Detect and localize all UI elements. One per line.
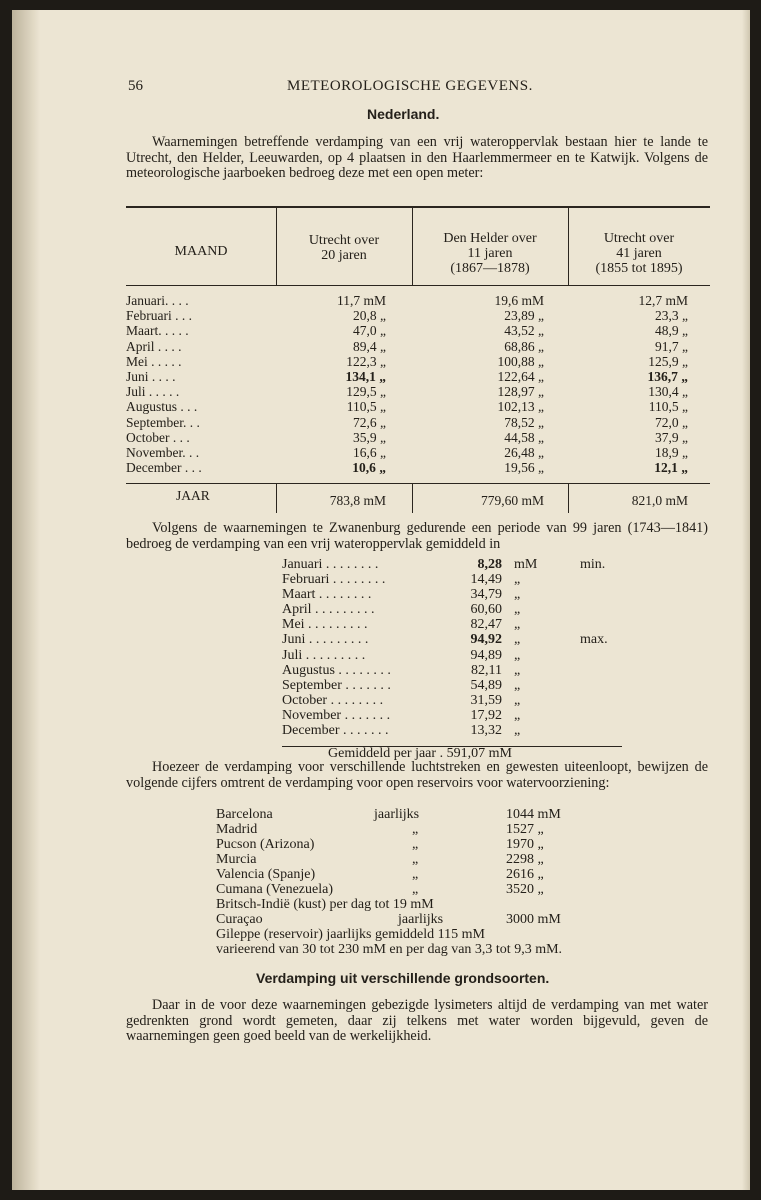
table-top-rule	[126, 206, 710, 208]
value-cell: 12,7 mM	[638, 293, 688, 308]
value-cell: 130,4 „	[648, 384, 688, 400]
list-note: min.	[580, 557, 606, 572]
reservoir-row	[216, 867, 676, 882]
value-cell: 43,52 „	[504, 323, 544, 339]
header-maand: MAAND	[174, 244, 228, 259]
list-month: November . . . . . . .	[282, 707, 391, 723]
list-unit: „	[514, 617, 521, 633]
value-cell: 23,89 „	[504, 308, 544, 324]
page-gutter	[12, 10, 40, 1190]
utrecht-20-values	[296, 293, 386, 475]
list-value: 82,11	[471, 662, 502, 678]
reservoir-row	[216, 807, 676, 822]
header-line: 41 jaren	[616, 246, 662, 261]
reservoir-period: „	[412, 852, 419, 867]
value-cell: 47,0 „	[353, 323, 386, 339]
list-value: 94,92	[470, 632, 502, 648]
value-cell: 16,6 „	[353, 444, 386, 460]
header-line: Utrecht over	[603, 231, 675, 246]
month-label: Mei . . . . .	[126, 353, 182, 369]
value-cell: 122,64 „	[497, 368, 544, 384]
header-line: (1855 tot 1895)	[595, 261, 683, 276]
list-value: 13,32	[470, 723, 502, 739]
list-month: Januari . . . . . . . .	[282, 557, 379, 572]
list-unit: „	[514, 602, 521, 618]
list-month: Maart . . . . . . . .	[282, 587, 372, 603]
month-label: November. . .	[126, 444, 200, 460]
total-utrecht-41: 821,0 mM	[631, 493, 688, 508]
zwanenburg-sum-text: Gemiddeld per jaar . 591,07 mM	[328, 746, 512, 761]
value-cell: 100,88 „	[497, 353, 544, 369]
list-unit: „	[514, 647, 521, 663]
value-cell: 91,7 „	[655, 338, 688, 354]
reservoir-period: „	[412, 867, 419, 882]
list-item	[282, 632, 622, 647]
value-cell: 37,9 „	[655, 429, 688, 445]
month-label: Maart. . . . .	[126, 323, 189, 339]
value-cell: 72,0 „	[655, 414, 688, 430]
reservoir-value: 1044 mM	[506, 807, 561, 822]
reservoir-paragraph: Hoezeer de verdamping voor verschillende luchtstreken en gewesten uiteenloopt, bewijzen de volgende cijfers omtrent de verdamping voor open reservoirs voor watervoorziening:	[126, 759, 708, 791]
den-helder-values	[444, 293, 544, 475]
list-unit: „	[514, 662, 521, 678]
value-cell: 125,9 „	[648, 353, 688, 369]
month-label: Februari . . .	[126, 308, 192, 324]
zwanenburg-paragraph: Volgens de waarnemingen te Zwanenburg gedurende een periode van 99 jaren (1743—1841) bedroeg de verdamping van een vrij wateroppervlak gemiddeld in	[126, 520, 708, 552]
list-month: Mei . . . . . . . . .	[282, 617, 368, 633]
header-line: Den Helder over	[443, 231, 537, 246]
list-item	[282, 708, 622, 723]
value-cell: 122,3 „	[346, 353, 386, 369]
table-divider-6	[568, 483, 569, 513]
reservoir-period: „	[412, 837, 419, 852]
month-label: October . . .	[126, 429, 190, 445]
reservoir-gileppe: Gileppe (reservoir) jaarlijks gemiddeld 115 mM	[216, 927, 485, 942]
value-cell: 134,1 „	[345, 368, 386, 384]
list-unit: mM	[514, 557, 538, 572]
list-month: Juni . . . . . . . . .	[282, 632, 369, 648]
value-cell: 19,6 mM	[494, 293, 544, 308]
list-value: 54,89	[470, 677, 502, 693]
lysimeter-paragraph: Daar in de voor deze waarnemingen gebezigde lysimeters altijd de verdamping van met water gedrenkten grond wordt gemeten, daar zij telkens met water worden bijgevuld, geven de waarnemingen geen goed beeld van de werkelijkheid.	[126, 997, 708, 1044]
page-edge	[742, 10, 750, 1190]
reservoir-row	[216, 822, 676, 837]
list-month: April . . . . . . . . .	[282, 602, 375, 618]
reservoir-name: Murcia	[216, 852, 257, 867]
evaporation-table	[126, 206, 710, 518]
value-cell: 18,9 „	[655, 444, 688, 460]
value-cell: 78,52 „	[504, 414, 544, 430]
reservoir-row	[216, 882, 676, 897]
total-label: JAAR	[176, 488, 210, 503]
list-unit: „	[514, 723, 521, 739]
total-den-helder: 779,60 mM	[480, 493, 544, 508]
reservoir-period: jaarlijks	[398, 912, 444, 927]
reservoir-britsch-indie: Britsch-Indië (kust) per dag tot 19 mM	[216, 897, 434, 912]
intro-paragraph: Waarnemingen betreffende verdamping van een vrij wateroppervlak bestaan hier te lande te Utrecht, den Helder, Leeuwarden, op 4 plaatsen in den Haarlemmermeer en te Katwijk. Volgens de meteorologische jaarboeken bedroeg deze met een open meter:	[126, 134, 708, 181]
reservoir-row	[216, 852, 676, 867]
list-value: 82,47	[470, 617, 502, 633]
value-cell: 129,5 „	[346, 384, 386, 400]
list-item	[282, 723, 622, 738]
value-cell: 136,7 „	[647, 368, 688, 384]
reservoir-value: 1527 „	[506, 822, 544, 837]
list-item	[282, 557, 622, 572]
value-cell: 12,1 „	[654, 460, 688, 476]
value-cell: 72,6 „	[353, 414, 386, 430]
list-unit: „	[514, 587, 521, 603]
list-item	[282, 678, 622, 693]
reservoir-name: Cumana (Venezuela)	[216, 882, 333, 897]
list-value: 8,28	[477, 557, 502, 572]
value-cell: 26,48 „	[504, 444, 544, 460]
list-value: 60,60	[470, 602, 502, 618]
value-cell: 110,5 „	[648, 399, 688, 415]
list-unit: „	[514, 572, 521, 588]
reservoir-value: 2298 „	[506, 852, 544, 867]
header-den-helder	[412, 231, 568, 276]
reservoir-name: Madrid	[216, 822, 258, 837]
month-label: April . . . .	[126, 338, 182, 354]
list-note: max.	[580, 632, 608, 648]
header-utrecht-41	[568, 231, 710, 276]
reservoir-name: Pucson (Arizona)	[216, 837, 315, 852]
reservoir-rows	[216, 807, 676, 897]
value-cell: 102,13 „	[497, 399, 544, 415]
list-item	[282, 602, 622, 617]
month-label: September. . .	[126, 414, 200, 430]
running-title: METEOROLOGISCHE GEGEVENS.	[287, 78, 533, 94]
list-value: 31,59	[470, 692, 502, 708]
value-cell: 19,56 „	[504, 460, 544, 476]
utrecht-41-values	[596, 293, 688, 475]
value-cell: 48,9 „	[655, 323, 688, 339]
table-divider-4	[276, 483, 277, 513]
value-cell: 44,58 „	[504, 429, 544, 445]
list-item	[282, 648, 622, 663]
list-unit: „	[514, 707, 521, 723]
list-item	[282, 587, 622, 602]
reservoir-row	[216, 837, 676, 852]
list-unit: „	[514, 632, 521, 648]
list-value: 17,92	[470, 707, 502, 723]
value-cell: 128,97 „	[497, 384, 544, 400]
list-month: Juli . . . . . . . . .	[282, 647, 366, 663]
table-divider-5	[412, 483, 413, 513]
reservoir-value: 1970 „	[506, 837, 544, 852]
list-item	[282, 663, 622, 678]
month-label: Augustus . . .	[126, 399, 198, 415]
month-label: December . . .	[126, 460, 202, 476]
header-utrecht-20	[276, 233, 412, 263]
page-number: 56	[128, 78, 143, 94]
list-item	[282, 617, 622, 632]
list-item	[282, 693, 622, 708]
reservoir-period: „	[412, 822, 419, 837]
table-header-rule	[126, 285, 710, 286]
list-unit: „	[514, 692, 521, 708]
reservoir-curacao	[216, 912, 676, 927]
value-cell: 23,3 „	[655, 308, 688, 324]
list-month: December . . . . . . .	[282, 723, 389, 739]
list-month: Februari . . . . . . . .	[282, 572, 386, 588]
zwanenburg-sum	[282, 746, 622, 761]
value-cell: 89,4 „	[353, 338, 386, 354]
list-unit: „	[514, 677, 521, 693]
reservoir-period: jaarlijks	[374, 807, 420, 822]
list-value: 94,89	[470, 647, 502, 663]
reservoir-list	[216, 807, 676, 957]
list-month: October . . . . . . . .	[282, 692, 384, 708]
value-cell: 20,8 „	[353, 308, 386, 324]
zwanenburg-list	[282, 557, 622, 738]
value-cell: 35,9 „	[353, 429, 386, 445]
header-line: 11 jaren	[467, 246, 513, 261]
reservoir-value: 3520 „	[506, 882, 544, 897]
list-month: Augustus . . . . . . . .	[282, 662, 391, 678]
book-page	[12, 10, 750, 1190]
value-cell: 10,6 „	[352, 460, 386, 476]
month-label: Juli . . . . .	[126, 384, 180, 400]
value-cell: 68,86 „	[504, 338, 544, 354]
section-title-nederland: Nederland.	[367, 106, 440, 122]
list-item	[282, 572, 622, 587]
list-value: 34,79	[470, 587, 502, 603]
reservoir-value: 3000 mM	[506, 912, 561, 927]
reservoir-range: varieerend van 30 tot 230 mM en per dag van 3,3 tot 9,3 mM.	[216, 942, 563, 957]
reservoir-name: Barcelona	[216, 807, 273, 822]
value-cell: 110,5 „	[346, 399, 386, 415]
header-line: Utrecht over	[308, 233, 380, 248]
month-label: Januari. . . .	[126, 293, 189, 308]
total-utrecht-20: 783,8 mM	[329, 493, 386, 508]
section-title-grondsoorten: Verdamping uit verschillende grondsoorten.	[256, 970, 550, 986]
header-line: 20 jaren	[321, 248, 367, 263]
month-label: Juni . . . .	[126, 368, 176, 384]
reservoir-name: Valencia (Spanje)	[216, 867, 316, 882]
reservoir-period: „	[412, 882, 419, 897]
header-line: (1867—1878)	[450, 261, 530, 276]
reservoir-name: Curaçao	[216, 912, 263, 927]
value-cell: 11,7 mM	[336, 293, 386, 308]
table-total-rule	[126, 483, 710, 484]
list-month: September . . . . . . .	[282, 677, 391, 693]
month-column	[126, 293, 202, 475]
list-value: 14,49	[470, 572, 502, 588]
reservoir-value: 2616 „	[506, 867, 544, 882]
